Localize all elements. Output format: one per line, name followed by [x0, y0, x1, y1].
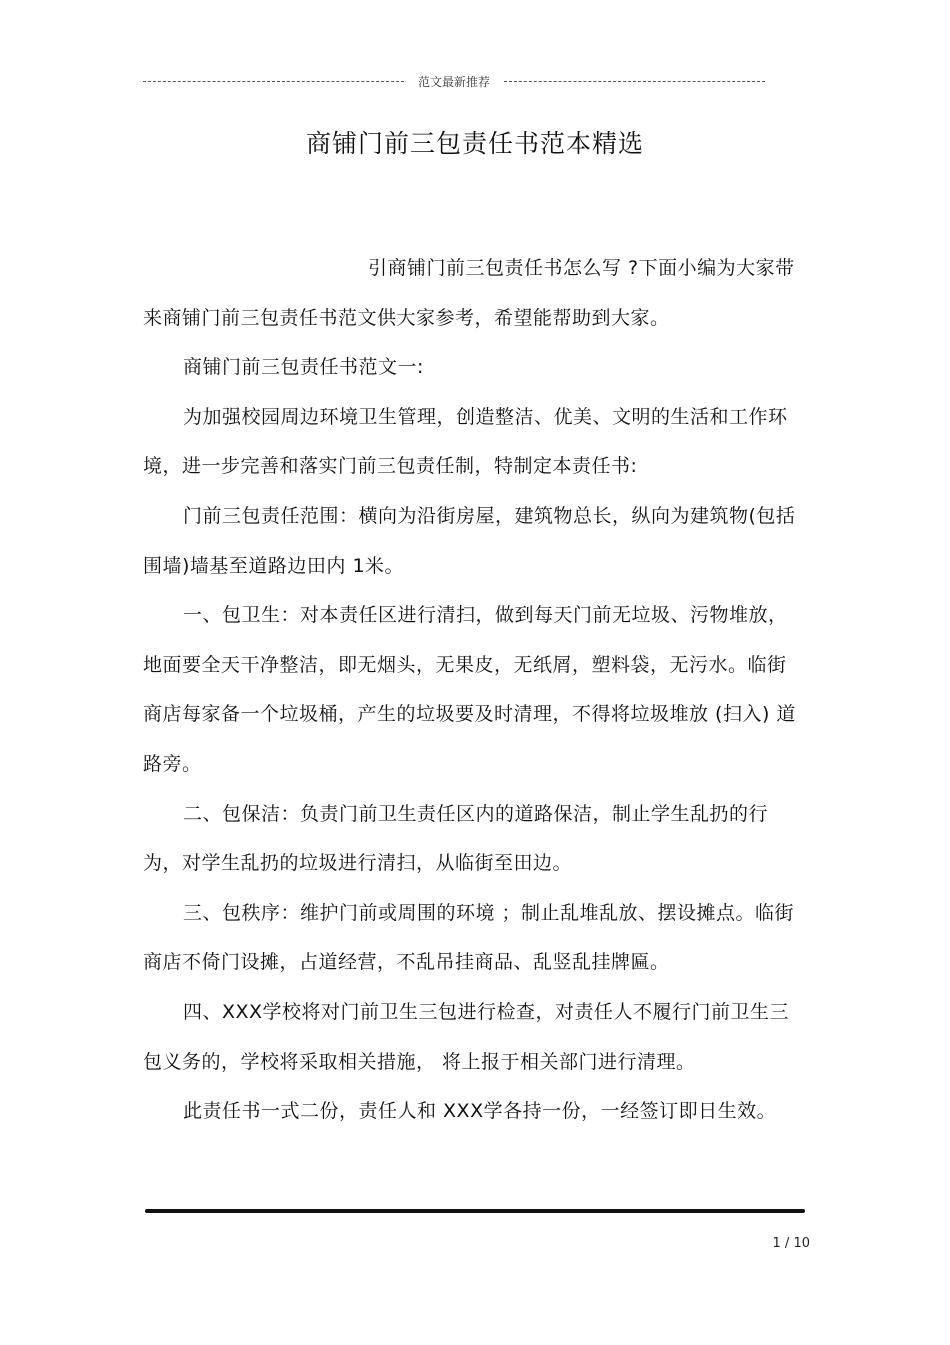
paragraph-item-1: 一、包卫生：对本责任区进行清扫，做到每天门前无垃圾、污物堆放，地面要全天干净整洁，即无烟头，无果皮，无纸屑，塑料袋，无污水。临街商店每家备一个垃圾桶，产生的垃圾要及时清理，不得将垃圾堆放 (扫入) 道路旁。 — [143, 604, 796, 775]
paragraph-item-4: 四、XXX学校将对门前卫生三包进行检查，对责任人不履行门前卫生三包义务的，学校将采取相关措施， 将上报于相关部门进行清理。 — [143, 1000, 790, 1073]
header-label: 范文最新推荐 — [418, 74, 491, 89]
document-title: 商铺门前三包责任书范本精选 — [305, 129, 644, 158]
paragraph-item-3: 三、包秩序：维护门前或周围的环境 ；制止乱堆乱放、摆设摊点。临街商店不倚门设摊，占道经营，不乱吊挂商品、乱竖乱挂牌匾。 — [143, 901, 795, 974]
paragraph-intro: 引商铺门前三包责任书怎么写 ?下面小编为大家带来商铺门前三包责任书范文供大家参考，希望能帮助到大家。 — [143, 257, 795, 329]
header-dash-left — [143, 81, 404, 82]
paragraph-item-2: 二、包保洁：负责门前卫生责任区内的道路保洁，制止学生乱扔的行为，对学生乱扔的垃圾进行清扫，从临街至田边。 — [143, 802, 769, 875]
page-number: 1 / 10 — [772, 1236, 810, 1251]
footer-rule — [145, 1209, 805, 1213]
header-dash-right — [504, 81, 765, 82]
page-header — [143, 72, 765, 90]
document-body — [143, 244, 803, 1137]
paragraph-scope: 门前三包责任范围：横向为沿街房屋，建筑物总长，纵向为建筑物(包括围墙)墙基至道路边田内 1米。 — [143, 504, 796, 577]
paragraph-purpose: 为加强校园周边环境卫生管理，创造整洁、优美、文明的生活和工作环境，进一步完善和落实门前三包责任制，特制定本责任书: — [143, 405, 788, 478]
paragraph-sample-heading: 商铺门前三包责任书范文一: — [183, 356, 424, 379]
paragraph-closing: 此责任书一式二份，责任人和 XXX学各持一份，一经签订即日生效。 — [183, 1100, 777, 1123]
